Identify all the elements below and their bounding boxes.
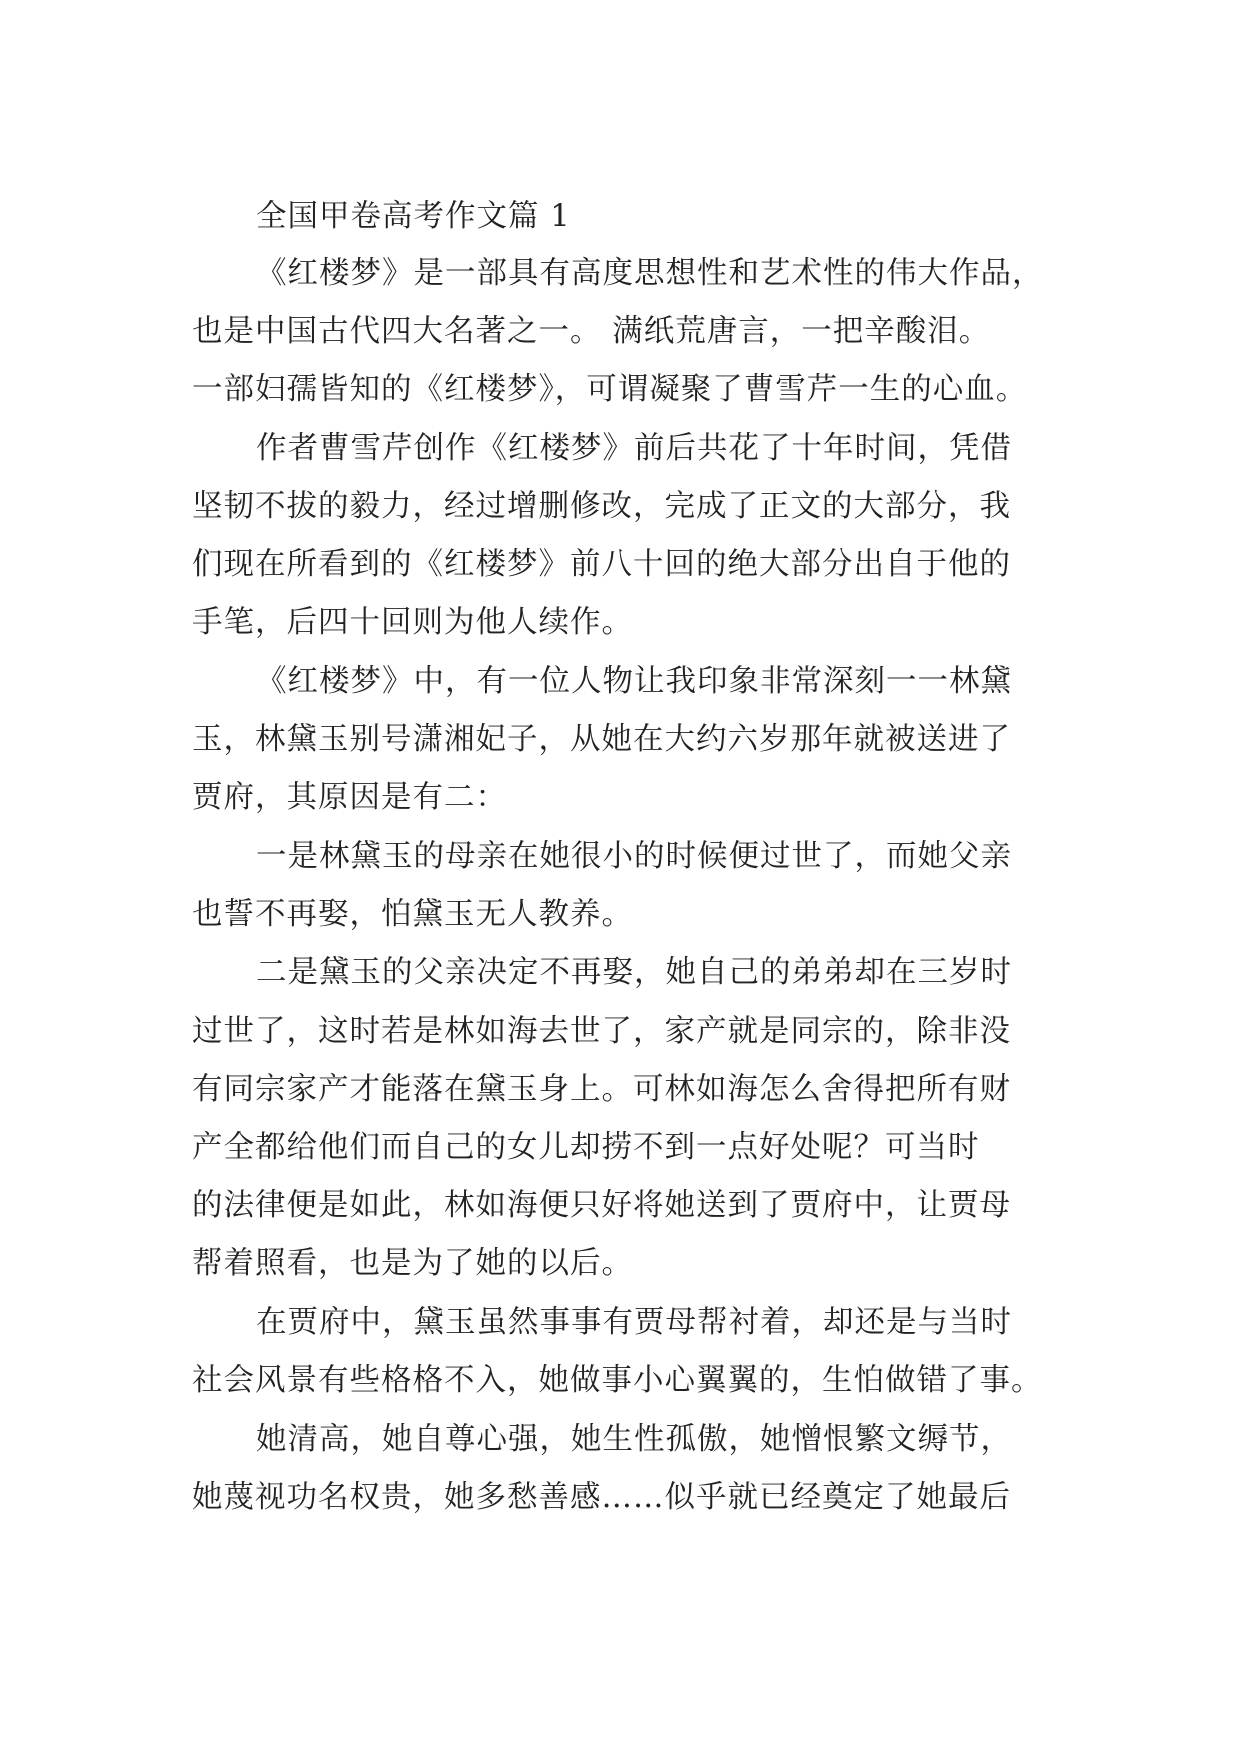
text-line: 二是黛玉的父亲决定不再娶，她自己的弟弟却在三岁时 <box>256 955 1012 990</box>
document-title: 全国甲卷高考作文篇 1 <box>256 199 571 234</box>
text-line: 的法律便是如此，林如海便只好将她送到了贾府中，让贾母 <box>192 1188 1011 1223</box>
text-line: 也是中国古代四大名著之一。 满纸荒唐言，一把辛酸泪。 <box>192 314 991 349</box>
text-line: 在贾府中，黛玉虽然事事有贾母帮衬着，却还是与当时 <box>256 1305 1012 1340</box>
text-line: 她蔑视功名权贵，她多愁善感……似乎就已经奠定了她最后 <box>192 1480 1011 1515</box>
text-line: 贾府，其原因是有二： <box>192 780 507 815</box>
text-line: 有同宗家产才能落在黛玉身上。可林如海怎么舍得把所有财 <box>192 1072 1011 1107</box>
text-line: 一是林黛玉的母亲在她很小的时候便过世了，而她父亲 <box>256 839 1012 874</box>
text-line: 也誓不再娶，怕黛玉无人教养。 <box>192 897 633 932</box>
text-line: 手笔，后四十回则为他人续作。 <box>192 605 633 640</box>
text-line: 坚韧不拔的毅力，经过增删修改，完成了正文的大部分，我 <box>192 489 1011 524</box>
text-line: 一部妇孺皆知的《红楼梦》，可谓凝聚了曹雪芹一生的心血。 <box>192 372 1028 407</box>
text-line: 过世了，这时若是林如海去世了，家产就是同宗的，除非没 <box>192 1014 1011 1049</box>
text-line: 《红楼梦》中，有一位人物让我印象非常深刻一一林黛 <box>256 664 1012 699</box>
text-line: 玉，林黛玉别号潇湘妃子，从她在大约六岁那年就被送进了 <box>192 722 1011 757</box>
text-line: 帮着照看，也是为了她的以后。 <box>192 1246 633 1281</box>
text-line: 她清高，她自尊心强，她生性孤傲，她憎恨繁文缛节， <box>256 1422 1012 1457</box>
text-line: 作者曹雪芹创作《红楼梦》前后共花了十年时间，凭借 <box>256 431 1012 466</box>
text-line: 们现在所看到的《红楼梦》前八十回的绝大部分出自于他的 <box>192 547 1011 582</box>
text-line: 社会风景有些格格不入，她做事小心翼翼的，生怕做错了事。 <box>192 1363 1043 1398</box>
text-line: 产全都给他们而自己的女儿却捞不到一点好处呢？可当时 <box>192 1130 980 1165</box>
text-line: 《红楼梦》是一部具有高度思想性和艺术性的伟大作品， <box>256 256 1044 291</box>
